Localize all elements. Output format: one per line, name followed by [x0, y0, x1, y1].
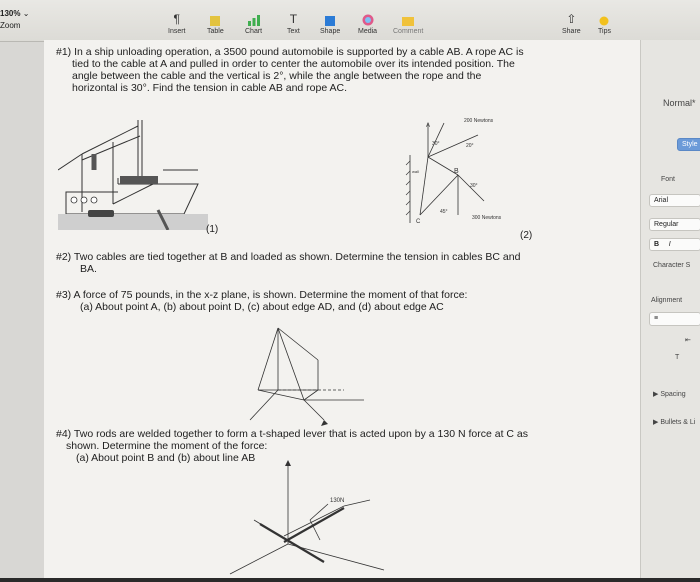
question-2-line: #2) Two cables are tied together at B and loaded as shown. Determine the tension in cables BC and — [56, 251, 521, 263]
paragraph-style-selector[interactable]: Normal* — [663, 98, 696, 108]
chart-button[interactable] — [245, 10, 262, 35]
zoom-label: Zoom — [0, 21, 21, 30]
chevron-down-icon: ⌄ — [22, 9, 30, 18]
force-300-label: 300 Newtons — [472, 215, 502, 221]
question-3-line: #3) A force of 75 pounds, in the x-z plane, is shown. Determine the moment of that force: — [56, 289, 468, 301]
force-3d-figure — [244, 320, 374, 428]
point-a-label: A — [426, 123, 431, 129]
point-b-label: B — [454, 168, 459, 175]
insert-button[interactable] — [168, 10, 186, 35]
tips-button[interactable] — [598, 10, 611, 35]
figure-1-label: (1) — [206, 224, 219, 235]
table-button[interactable] — [207, 10, 224, 35]
chart-label: Chart — [245, 28, 263, 35]
alignment-label: Alignment — [651, 297, 683, 304]
share-button[interactable] — [562, 10, 581, 35]
screen-bezel — [0, 578, 700, 582]
question-4-line: #4) Two rods are welded together to form a t-shaped lever that is acted upon by a 130 N force at C as — [56, 428, 528, 440]
disclosure-triangle-icon: ▶ — [653, 391, 659, 398]
t-lever-figure — [224, 460, 394, 578]
wall-label: wall — [412, 169, 419, 174]
force-130n-label: 130N — [330, 498, 345, 504]
angle-45-label: 45° — [440, 209, 448, 215]
font-format-buttons[interactable] — [649, 238, 700, 251]
align-left-icon: ≡ — [654, 315, 659, 322]
shape-button[interactable] — [320, 10, 340, 35]
bold-button[interactable]: B — [654, 241, 660, 248]
text-direction-icon[interactable]: T — [675, 354, 680, 361]
question-2 — [56, 251, 520, 275]
question-3-line: (a) About point A, (b) about point D, (c) about edge AD, and (d) about edge AC — [80, 301, 444, 313]
format-inspector — [640, 40, 700, 580]
question-2-line: BA. — [80, 263, 97, 275]
share-label: Share — [562, 28, 581, 35]
comment-button[interactable] — [393, 10, 423, 35]
question-1 — [56, 46, 524, 94]
character-styles-label[interactable]: Character S — [653, 262, 691, 269]
shape-label: Shape — [320, 28, 341, 35]
tips-icon — [599, 10, 609, 26]
figure-2-label: (2) — [520, 230, 533, 241]
cables-figure — [404, 115, 540, 223]
table-icon — [210, 10, 220, 26]
question-1-line: #1) In a ship unloading operation, a 3500 pound automobile is supported by a cable AB. A rope AC is — [56, 46, 524, 58]
tips-label: Tips — [598, 28, 611, 35]
text-icon: T — [289, 12, 298, 26]
pilcrow-icon: ¶ — [173, 12, 180, 26]
angle-30b-label: 30° — [470, 183, 478, 189]
style-tab-button[interactable]: Style — [677, 138, 700, 151]
point-c-label: C — [416, 219, 421, 223]
chart-icon — [247, 10, 261, 26]
media-label: Media — [358, 28, 378, 35]
spacing-label: Spacing — [660, 391, 686, 398]
indent-icon[interactable]: ⇤ — [685, 337, 691, 344]
disclosure-triangle-icon: ▶ — [653, 419, 659, 426]
align-left-button[interactable] — [649, 312, 700, 326]
question-1-line: tied to the cable at A and pulled in order to center the automobile over its intended position. The — [72, 58, 515, 70]
comment-label: Comment — [393, 28, 424, 35]
font-section-label: Font — [661, 176, 676, 183]
angle-30-label: 30° — [432, 141, 440, 147]
share-icon: ⇧ — [566, 12, 577, 26]
question-4-line: (a) About point B and (b) about line AB — [76, 452, 256, 464]
table-label: Table — [207, 28, 224, 35]
ship-crane-figure — [58, 112, 208, 230]
angle-20-label: 20° — [466, 143, 474, 149]
question-4-line: shown. Determine the moment of the force: — [66, 440, 268, 452]
font-style-select[interactable]: Regular — [649, 218, 700, 231]
bullets-label: Bullets & Li — [660, 419, 696, 426]
spacing-section[interactable] — [653, 390, 686, 398]
media-icon — [362, 10, 374, 26]
zoom-control[interactable] — [0, 8, 29, 32]
comment-icon — [402, 10, 414, 26]
toolbar — [0, 0, 700, 42]
question-1-line: angle between the cable and the vertical is 2°, while the angle between the rope and the — [72, 70, 482, 82]
zoom-value[interactable]: 130% — [0, 9, 21, 18]
media-button[interactable] — [358, 10, 377, 35]
italic-button[interactable]: I — [668, 241, 671, 248]
question-3 — [56, 289, 467, 313]
bullets-section[interactable] — [653, 418, 695, 426]
shape-icon — [325, 10, 335, 26]
text-button[interactable] — [287, 10, 300, 35]
question-4 — [56, 428, 528, 464]
font-family-select[interactable]: Arial — [649, 194, 700, 207]
insert-label: Insert — [168, 28, 186, 35]
text-label: Text — [287, 28, 300, 35]
question-1-line: horizontal is 30°. Find the tension in cable AB and rope AC. — [72, 82, 348, 94]
force-200-label: 200 Newtons — [464, 118, 494, 124]
document-page[interactable] — [44, 40, 640, 580]
